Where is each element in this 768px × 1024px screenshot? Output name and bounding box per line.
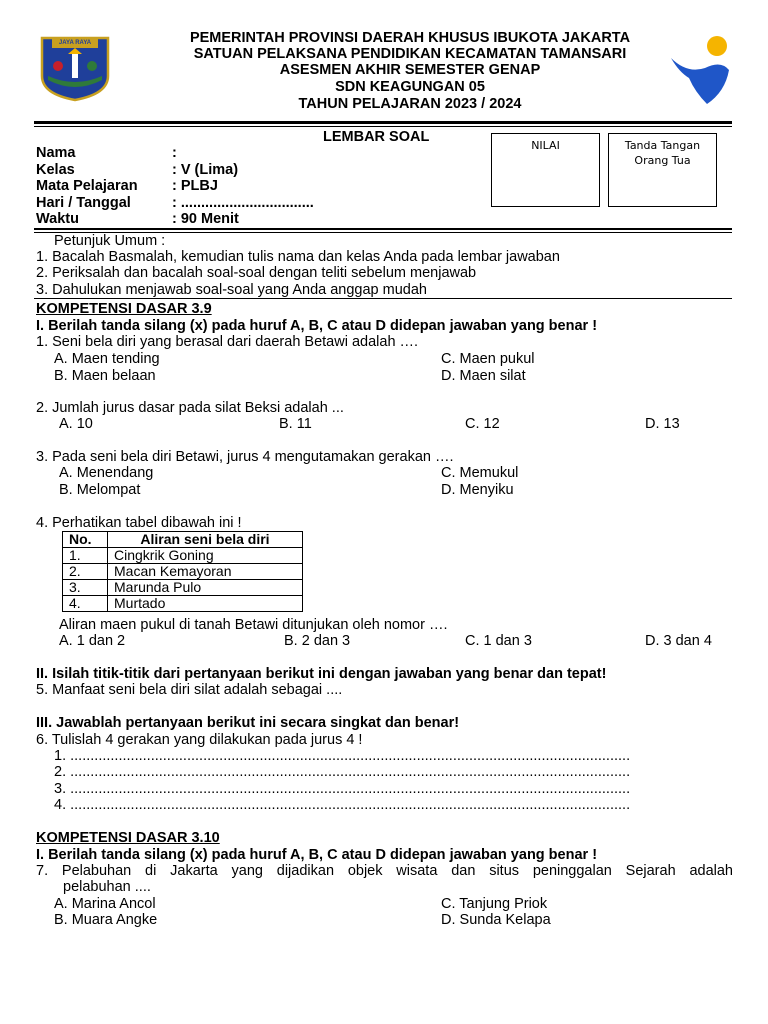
identity-divider [34, 228, 732, 230]
question-6: 6. Tulislah 4 gerakan yang dilakukan pada jurus 4 ! [36, 732, 363, 748]
question-3: 3. Pada seni bela diri Betawi, jurus 4 mengutamakan gerakan …. [36, 449, 454, 465]
header-divider [34, 121, 732, 124]
q3-option-d: D. Menyiku [441, 482, 514, 498]
jakarta-emblem-logo [38, 36, 112, 102]
answer-line: 1. ........................................................................................................................................... [54, 748, 631, 764]
identity-value-date: : ................................. [172, 195, 314, 211]
table-cell-no: 2. [63, 564, 108, 580]
header-line-year: TAHUN PELAJARAN 2023 / 2024 [298, 96, 522, 112]
instruction-item: 2. Periksalah dan bacalah soal-soal dengan teliti sebelum menjawab [36, 265, 477, 281]
table-cell-name: Macan Kemayoran [108, 564, 303, 580]
section-title-kd310: KOMPETENSI DASAR 3.10 [36, 830, 220, 846]
table-row [63, 596, 303, 612]
q2-option-b: B. 11 [279, 416, 312, 432]
identity-label-time: Waktu [36, 211, 79, 227]
identity-value-name: : [172, 145, 177, 161]
score-box-label: NILAI [531, 139, 560, 152]
score-box [491, 133, 600, 207]
section-instruction-i: I. Berilah tanda silang (x) pada huruf A, B, C atau D didepan jawaban yang benar ! [36, 318, 598, 334]
identity-label-name: Nama [36, 145, 76, 161]
table-cell-name: Marunda Pulo [108, 580, 303, 596]
q1-option-b: B. Maen belaan [54, 368, 156, 384]
header-line-school: SDN KEAGUNGAN 05 [335, 79, 485, 95]
question-7: 7. Pelabuhan di Jakarta yang dijadikan objek wisata dan situs peninggalan Sejarah adalah [36, 863, 733, 879]
question-4: 4. Perhatikan tabel dibawah ini ! [36, 515, 242, 531]
q7-option-a: A. Marina Ancol [54, 896, 156, 912]
header-divider-thin [34, 126, 732, 127]
table-cell-name: Cingkrik Goning [108, 548, 303, 564]
q2-option-c: C. 12 [465, 416, 500, 432]
q7-option-b: B. Muara Angke [54, 912, 158, 928]
table-cell-no: 4. [63, 596, 108, 612]
question-2: 2. Jumlah jurus dasar pada silat Beksi adalah ... [36, 400, 344, 416]
identity-label-subject: Mata Pelajaran [36, 178, 138, 194]
instruction-item: 3. Dahulukan menjawab soal-soal yang Anda anggap mudah [36, 282, 427, 298]
q4-option-a: A. 1 dan 2 [59, 633, 126, 649]
q7-option-c: C. Tanjung Priok [441, 896, 548, 912]
q3-option-b: B. Melompat [59, 482, 141, 498]
signature-label-1: Tanda Tangan [624, 139, 701, 152]
table-row [63, 564, 303, 580]
table-header-no: No. [63, 532, 108, 548]
section-instruction-iii: III. Jawablah pertanyaan berikut ini secara singkat dan benar! [36, 715, 460, 731]
emblem-motto: JAYA RAYA [58, 40, 92, 46]
signature-label-2: Orang Tua [634, 154, 691, 167]
table-header-school: Aliran seni bela diri [108, 532, 303, 548]
section-title-kd39: KOMPETENSI DASAR 3.9 [36, 301, 212, 317]
q3-option-a: A. Menendang [59, 465, 154, 481]
parent-signature-box [608, 133, 717, 207]
table-header-row [63, 532, 303, 548]
answer-line: 3. ........................................................................................................................................... [54, 781, 631, 797]
q1-option-c: C. Maen pukul [441, 351, 535, 367]
table-row [63, 548, 303, 564]
question-7-continued: pelabuhan .... [63, 879, 151, 895]
identity-value-time: : 90 Menit [172, 211, 239, 227]
q4-option-b: B. 2 dan 3 [284, 633, 351, 649]
q7-option-d: D. Sunda Kelapa [441, 912, 551, 928]
sheet-title: LEMBAR SOAL [323, 129, 430, 145]
instructions-title: Petunjuk Umum : [54, 233, 166, 249]
q2-option-d: D. 13 [645, 416, 680, 432]
table-cell-name: Murtado [108, 596, 303, 612]
identity-label-date: Hari / Tanggal [36, 195, 131, 211]
instruction-item: 1. Bacalah Basmalah, kemudian tulis nama dan kelas Anda pada lembar jawaban [36, 249, 560, 265]
q4-question: Aliran maen pukul di tanah Betawi ditunjukan oleh nomor …. [59, 617, 448, 633]
section-instruction-i-kd310: I. Berilah tanda silang (x) pada huruf A, B, C atau D didepan jawaban yang benar ! [36, 847, 598, 863]
table-cell-no: 3. [63, 580, 108, 596]
section-instruction-ii: II. Isilah titik-titik dari pertanyaan berikut ini dengan jawaban yang benar dan tepat! [36, 666, 607, 682]
header-line-unit: SATUAN PELAKSANA PENDIDIKAN KECAMATAN TAMANSARI [193, 46, 627, 62]
q1-option-d: D. Maen silat [441, 368, 526, 384]
instructions-divider [34, 298, 732, 299]
header-line-exam: ASESMEN AKHIR SEMESTER GENAP [279, 62, 541, 78]
martial-arts-table [62, 531, 303, 612]
identity-value-class: : V (Lima) [172, 162, 239, 178]
answer-line: 2. ........................................................................................................................................... [54, 764, 631, 780]
identity-value-subject: : PLBJ [172, 178, 218, 194]
q3-option-c: C. Memukul [441, 465, 519, 481]
q1-option-a: A. Maen tending [54, 351, 160, 367]
table-row [63, 580, 303, 596]
q2-option-a: A. 10 [59, 416, 93, 432]
header-line-government: PEMERINTAH PROVINSI DAERAH KHUSUS IBUKOTA JAKARTA [189, 30, 631, 46]
q4-option-c: C. 1 dan 3 [465, 633, 532, 649]
identity-label-class: Kelas [36, 162, 75, 178]
table-cell-no: 1. [63, 548, 108, 564]
question-1: 1. Seni bela diri yang berasal dari daerah Betawi adalah …. [36, 334, 419, 350]
question-5: 5. Manfaat seni bela diri silat adalah sebagai .... [36, 682, 343, 698]
q4-option-d: D. 3 dan 4 [645, 633, 712, 649]
answer-line: 4. ........................................................................................................................................... [54, 797, 631, 813]
